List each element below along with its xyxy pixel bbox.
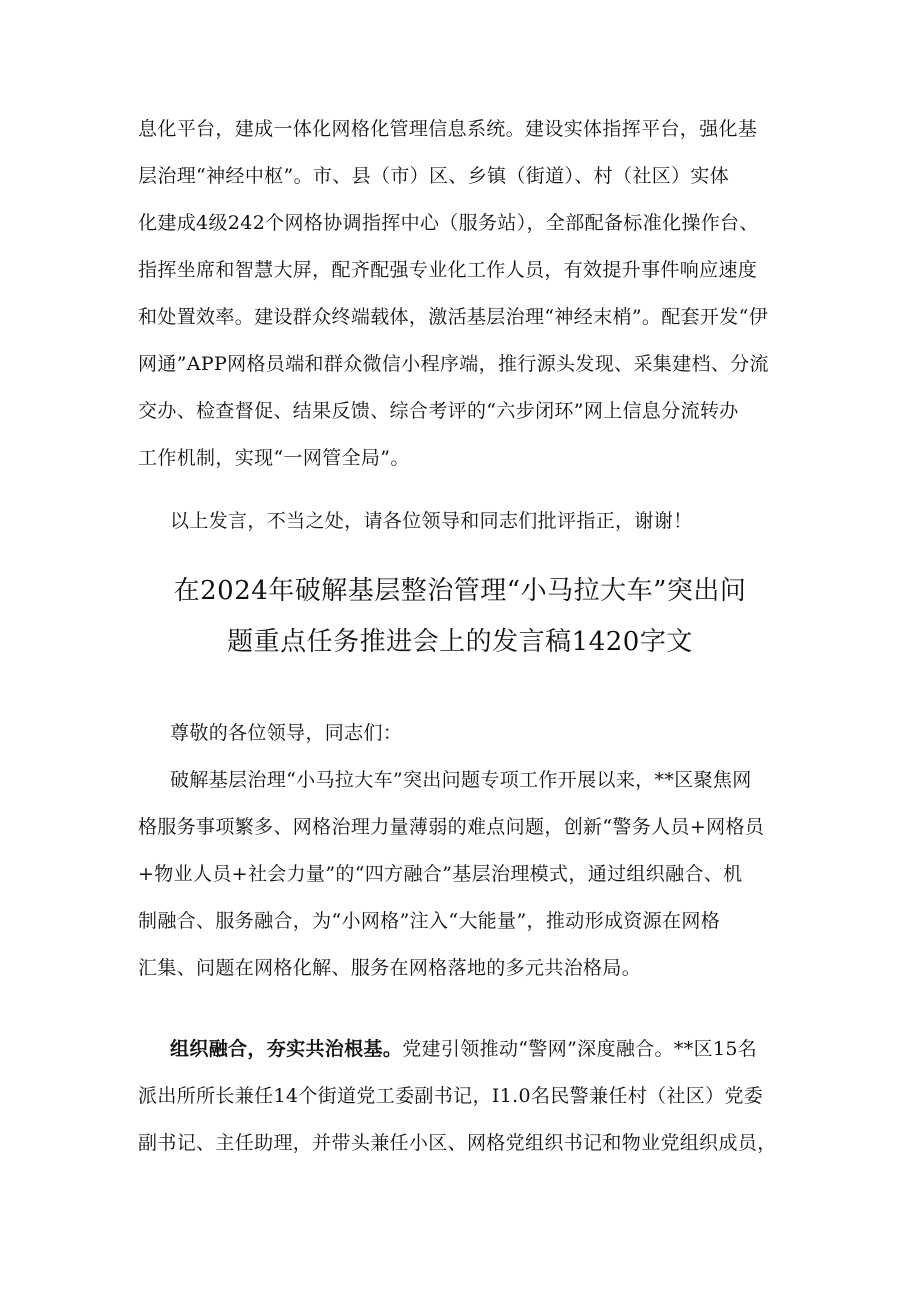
intro-line-1: 破解基层治理“小马拉大车”突出问题专项工作开展以来，**区聚焦网 bbox=[170, 769, 752, 791]
prev-paragraph-line-5: 和处置效率。建设群众终端载体，激活基层治理“神经末梢”。配套开发“伊 bbox=[138, 306, 769, 328]
intro-line-4: 制融合、服务融合，为“小网格”注入“大能量”，推动形成资源在网格 bbox=[138, 910, 721, 932]
prev-paragraph-line-1: 息化平台，建成一体化网格化管理信息系统。建设实体指挥平台，强化基 bbox=[138, 118, 758, 140]
prev-paragraph-line-8: 工作机制，实现“一网管全局”。 bbox=[138, 447, 410, 469]
section1-line-3: 副书记、主任助理，并带头兼任小区、网格党组织书记和物业党组织成员， bbox=[138, 1132, 777, 1154]
prev-paragraph-line-3: 化建成4级242个网格协调指挥中心（服务站），全部配备标准化操作台、 bbox=[138, 212, 759, 234]
document-title-line-2: 题重点任务推进会上的发言稿1420字文 bbox=[227, 627, 693, 657]
intro-line-2: 格服务事项繁多、网格治理力量薄弱的难点问题，创新“警务人员+网格员 bbox=[138, 816, 765, 838]
prev-paragraph-line-2: 层治理“神经中枢”。市、县（市）区、乡镇（街道）、村（社区）实体 bbox=[138, 165, 730, 187]
document-title-line-1: 在2024年破解基层整治管理“小马拉大车”突出问 bbox=[173, 576, 747, 606]
closing-remark: 以上发言，不当之处，请各位领导和同志们批评指正，谢谢！ bbox=[170, 510, 693, 532]
prev-paragraph-line-6: 网通”APP网格员端和群众微信小程序端，推行源头发现、采集建档、分流 bbox=[138, 353, 769, 375]
intro-line-3: +物业人员+社会力量”的“四方融合”基层治理模式，通过组织融合、机 bbox=[138, 863, 743, 885]
intro-line-5: 汇集、问题在网格化解、服务在网格落地的多元共治格局。 bbox=[138, 957, 642, 979]
prev-paragraph-line-4: 指挥坐席和智慧大屏，配齐配强专业化工作人员，有效提升事件响应速度 bbox=[138, 259, 758, 281]
section1-heading: 组织融合，夯实共治根基。 bbox=[170, 1038, 403, 1060]
prev-paragraph-line-7: 交办、检查督促、结果反馈、综合考评的“六步闭环”网上信息分流转办 bbox=[138, 400, 739, 422]
greeting: 尊敬的各位领导，同志们： bbox=[170, 722, 403, 744]
section1-first-line bbox=[170, 1035, 798, 1063]
section1-first-line-text: 党建引领推动“警网”深度融合。**区15名 bbox=[402, 1038, 758, 1060]
section1-line-2: 派出所所长兼任14个街道党工委副书记，I1.0名民警兼任村（社区）党委 bbox=[138, 1085, 764, 1107]
